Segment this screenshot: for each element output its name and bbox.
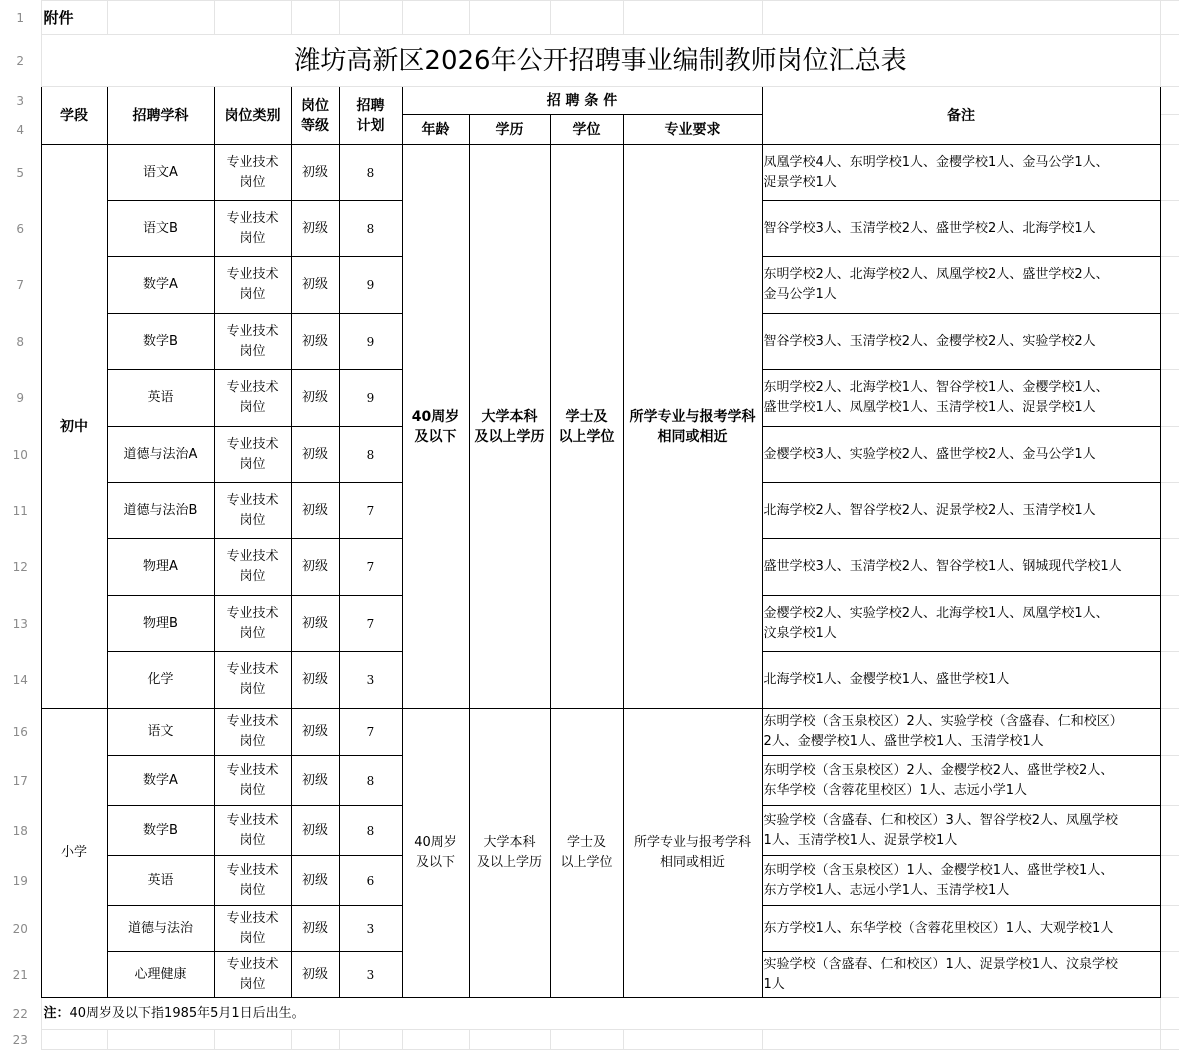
plan-cell: 9 <box>339 257 402 314</box>
empty-cell <box>1160 856 1179 906</box>
degree-cell: 学士及 以上学位 <box>550 709 623 998</box>
sheet-row-footnote <box>0 998 1179 1030</box>
footnote <box>41 998 1160 1030</box>
remark-cell: 盛世学校3人、玉清学校2人、智谷学校1人、钢城现代学校1人 <box>762 539 1160 596</box>
table-row <box>0 145 1179 201</box>
subject-cell: 数学B <box>107 314 214 370</box>
empty-cell <box>1160 257 1179 314</box>
empty-cell <box>550 1 623 35</box>
post-type-cell: 专业技术 岗位 <box>214 652 291 709</box>
subject-cell: 数学A <box>107 257 214 314</box>
header-education: 学历 <box>469 115 550 145</box>
post-type-cell: 专业技术 岗位 <box>214 145 291 201</box>
empty-cell <box>1160 596 1179 652</box>
row-number[interactable]: 23 <box>12 1032 28 1047</box>
remark-cell: 东明学校（含玉泉校区）1人、金樱学校1人、盛世学校1人、 东方学校1人、志远小学1人、玉清学校1人 <box>762 856 1160 906</box>
empty-cell <box>1160 906 1179 952</box>
remark-cell: 金樱学校3人、实验学校2人、盛世学校2人、金马公学1人 <box>762 427 1160 483</box>
attachment-label: 附件 <box>41 1 107 35</box>
subject-cell: 数学A <box>107 756 214 806</box>
header-post-type: 岗位类别 <box>214 87 291 145</box>
sheet-row-title <box>0 35 1179 87</box>
empty-cell <box>469 1 550 35</box>
empty-cell <box>1160 1 1179 35</box>
subject-cell: 道德与法治A <box>107 427 214 483</box>
row-number[interactable]: 20 <box>12 921 28 936</box>
post-type-cell: 专业技术 岗位 <box>214 257 291 314</box>
post-level-cell: 初级 <box>291 596 339 652</box>
empty-cell <box>762 1 1160 35</box>
plan-cell: 9 <box>339 370 402 427</box>
row-number[interactable]: 12 <box>12 560 28 574</box>
plan-cell: 7 <box>339 483 402 539</box>
empty-cell <box>1160 370 1179 427</box>
plan-cell: 6 <box>339 856 402 906</box>
subject-cell: 语文B <box>107 201 214 257</box>
post-type-cell: 专业技术 岗位 <box>214 856 291 906</box>
plan-cell: 3 <box>339 906 402 952</box>
plan-cell: 8 <box>339 201 402 257</box>
remark-cell: 东明学校2人、北海学校2人、凤凰学校2人、盛世学校2人、 金马公学1人 <box>762 257 1160 314</box>
education-cell: 大学本科 及以上学历 <box>469 709 550 998</box>
stage-cell: 初中 <box>41 145 107 709</box>
empty-cell <box>1160 806 1179 856</box>
header-degree: 学位 <box>550 115 623 145</box>
post-level-cell: 初级 <box>291 856 339 906</box>
row-number[interactable]: 9 <box>16 391 25 405</box>
row-number[interactable]: 7 <box>16 278 25 292</box>
post-level-cell: 初级 <box>291 427 339 483</box>
empty-cell <box>1160 314 1179 370</box>
plan-cell: 9 <box>339 314 402 370</box>
subject-cell: 心理健康 <box>107 952 214 998</box>
age-cell: 40周岁 及以下 <box>402 145 469 709</box>
empty-cell <box>1160 756 1179 806</box>
row-number[interactable]: 8 <box>16 334 25 349</box>
major-cell: 所学专业与报考学科 相同或相近 <box>623 145 762 709</box>
post-type-cell: 专业技术 岗位 <box>214 906 291 952</box>
empty-cell <box>1160 427 1179 483</box>
row-number[interactable]: 4 <box>16 122 25 137</box>
post-type-cell: 专业技术 岗位 <box>214 596 291 652</box>
post-level-cell: 初级 <box>291 709 339 756</box>
subject-cell: 语文 <box>107 709 214 756</box>
subject-cell: 英语 <box>107 856 214 906</box>
plan-cell: 8 <box>339 145 402 201</box>
empty-cell <box>1160 709 1179 756</box>
plan-cell: 7 <box>339 539 402 596</box>
remark-cell: 东明学校2人、北海学校1人、智谷学校1人、金樱学校1人、 盛世学校1人、凤凰学校1人、玉清学校1人、浞景学校1人 <box>762 370 1160 427</box>
row-number[interactable]: 1 <box>16 10 25 25</box>
post-type-cell: 专业技术 岗位 <box>214 806 291 856</box>
plan-cell: 3 <box>339 952 402 998</box>
empty-cell <box>339 1 402 35</box>
page-title: 潍坊高新区2026年公开招聘事业编制教师岗位汇总表 <box>41 35 1160 87</box>
row-number[interactable]: 17 <box>12 773 28 788</box>
remark-cell: 凤凰学校4人、东明学校1人、金樱学校1人、金马公学1人、 浞景学校1人 <box>762 145 1160 201</box>
remark-cell: 东方学校1人、东华学校（含蓉花里校区）1人、大观学校1人 <box>762 906 1160 952</box>
row-number[interactable]: 18 <box>12 823 28 838</box>
empty-cell <box>107 1 214 35</box>
post-type-cell: 专业技术 岗位 <box>214 952 291 998</box>
empty-cell <box>1160 539 1179 596</box>
subject-cell: 英语 <box>107 370 214 427</box>
row-number[interactable]: 14 <box>12 673 28 687</box>
major-cell: 所学专业与报考学科 相同或相近 <box>623 709 762 998</box>
subject-cell: 道德与法治B <box>107 483 214 539</box>
header-plan: 招聘 计划 <box>339 87 402 145</box>
post-type-cell: 专业技术 岗位 <box>214 314 291 370</box>
subject-cell: 化学 <box>107 652 214 709</box>
plan-cell: 8 <box>339 756 402 806</box>
post-type-cell: 专业技术 岗位 <box>214 370 291 427</box>
empty-cell <box>1160 87 1179 115</box>
footnote-label: 注： <box>43 1005 70 1021</box>
header-remarks: 备注 <box>762 87 1160 145</box>
plan-cell: 8 <box>339 427 402 483</box>
post-level-cell: 初级 <box>291 201 339 257</box>
post-level-cell: 初级 <box>291 756 339 806</box>
footnote-text: 40周岁及以下指1985年5月1日后出生。 <box>69 1005 305 1021</box>
post-type-cell: 专业技术 岗位 <box>214 756 291 806</box>
remark-cell: 东明学校（含玉泉校区）2人、实验学校（含盛春、仁和校区） 2人、金樱学校1人、盛世学校1人、玉清学校1人 <box>762 709 1160 756</box>
post-type-cell: 专业技术 岗位 <box>214 483 291 539</box>
remark-cell: 智谷学校3人、玉清学校2人、盛世学校2人、北海学校1人 <box>762 201 1160 257</box>
empty-cell <box>1160 115 1179 145</box>
empty-cell <box>214 1 291 35</box>
row-number[interactable]: 22 <box>12 1006 28 1021</box>
empty-cell <box>1160 145 1179 201</box>
header-subject: 招聘学科 <box>107 87 214 145</box>
table-row <box>0 709 1179 756</box>
post-type-cell: 专业技术 岗位 <box>214 427 291 483</box>
row-number[interactable]: 19 <box>12 873 28 888</box>
empty-cell <box>1160 998 1179 1030</box>
header-age: 年龄 <box>402 115 469 145</box>
subject-cell: 道德与法治 <box>107 906 214 952</box>
header-conditions: 招 聘 条 件 <box>402 87 762 115</box>
post-level-cell: 初级 <box>291 483 339 539</box>
post-level-cell: 初级 <box>291 314 339 370</box>
education-cell: 大学本科 及以上学历 <box>469 145 550 709</box>
empty-cell <box>623 1 762 35</box>
empty-cell <box>1160 35 1179 87</box>
plan-cell: 7 <box>339 596 402 652</box>
post-level-cell: 初级 <box>291 952 339 998</box>
stage-cell: 小学 <box>41 709 107 998</box>
plan-cell: 3 <box>339 652 402 709</box>
remark-cell: 金樱学校2人、实验学校2人、北海学校1人、凤凰学校1人、 汶泉学校1人 <box>762 596 1160 652</box>
post-level-cell: 初级 <box>291 806 339 856</box>
post-level-cell: 初级 <box>291 652 339 709</box>
post-type-cell: 专业技术 岗位 <box>214 539 291 596</box>
remark-cell: 实验学校（含盛春、仁和校区）3人、智谷学校2人、凤凰学校 1人、玉清学校1人、浞景学校1人 <box>762 806 1160 856</box>
plan-cell: 8 <box>339 806 402 856</box>
empty-cell <box>1160 652 1179 709</box>
empty-cell <box>1160 952 1179 998</box>
remark-cell: 北海学校2人、智谷学校2人、浞景学校2人、玉清学校1人 <box>762 483 1160 539</box>
subject-cell: 语文A <box>107 145 214 201</box>
post-level-cell: 初级 <box>291 145 339 201</box>
subject-cell: 数学B <box>107 806 214 856</box>
row-number[interactable]: 2 <box>16 53 25 68</box>
degree-cell: 学士及 以上学位 <box>550 145 623 709</box>
post-type-cell: 专业技术 岗位 <box>214 201 291 257</box>
header-major: 专业要求 <box>623 115 762 145</box>
post-level-cell: 初级 <box>291 906 339 952</box>
empty-cell <box>1160 483 1179 539</box>
remark-cell: 东明学校（含玉泉校区）2人、金樱学校2人、盛世学校2人、 东华学校（含蓉花里校区）1人、志远小学1人 <box>762 756 1160 806</box>
row-number[interactable]: 3 <box>16 93 25 108</box>
row-number[interactable]: 11 <box>12 503 28 518</box>
post-type-cell: 专业技术 岗位 <box>214 709 291 756</box>
post-level-cell: 初级 <box>291 539 339 596</box>
empty-cell <box>402 1 469 35</box>
plan-cell: 7 <box>339 709 402 756</box>
subject-cell: 物理A <box>107 539 214 596</box>
row-number[interactable]: 16 <box>12 725 28 739</box>
age-cell: 40周岁 及以下 <box>402 709 469 998</box>
post-level-cell: 初级 <box>291 257 339 314</box>
row-number[interactable]: 5 <box>16 165 25 180</box>
empty-cell <box>291 1 339 35</box>
sheet-row-header-1 <box>0 87 1179 115</box>
empty-cell <box>1160 201 1179 257</box>
header-post-level: 岗位 等级 <box>291 87 339 145</box>
remark-cell: 北海学校1人、金樱学校1人、盛世学校1人 <box>762 652 1160 709</box>
header-stage: 学段 <box>41 87 107 145</box>
remark-cell: 智谷学校3人、玉清学校2人、金樱学校2人、实验学校2人 <box>762 314 1160 370</box>
row-number[interactable]: 21 <box>12 967 28 982</box>
subject-cell: 物理B <box>107 596 214 652</box>
row-number[interactable]: 10 <box>12 447 28 462</box>
sheet-row-attachment <box>0 1 1179 35</box>
row-number[interactable]: 13 <box>12 616 28 631</box>
row-number[interactable]: 6 <box>16 221 25 236</box>
remark-cell: 实验学校（含盛春、仁和校区）1人、浞景学校1人、汶泉学校 1人 <box>762 952 1160 998</box>
post-level-cell: 初级 <box>291 370 339 427</box>
